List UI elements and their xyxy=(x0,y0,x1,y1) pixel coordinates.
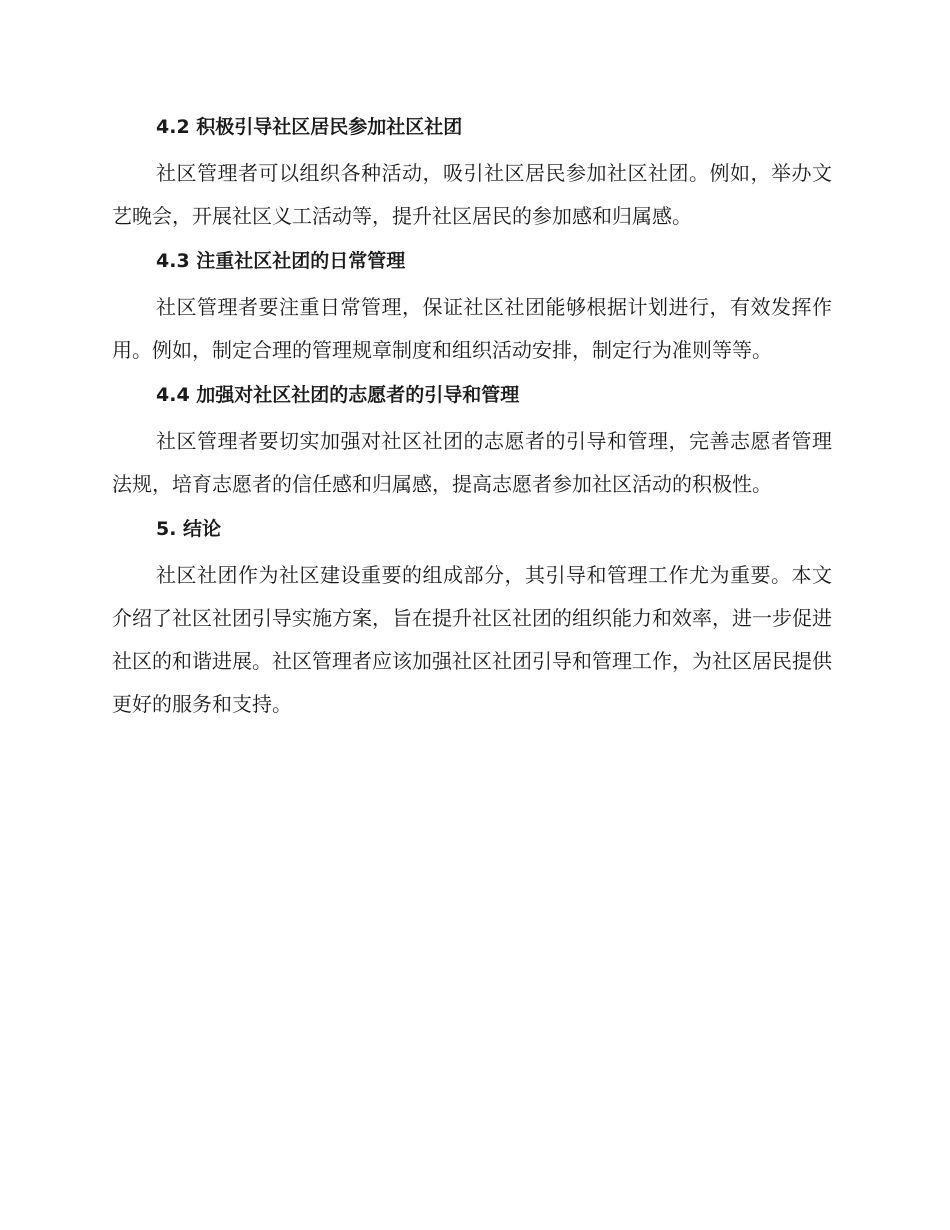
section-4-3 xyxy=(112,242,832,372)
section-paragraph: 社区管理者可以组织各种活动，吸引社区居民参加社区社团。例如，举办文艺晚会，开展社区义工活动等，提升社区居民的参加感和归属感。 xyxy=(112,161,832,228)
section-4-4 xyxy=(112,376,832,506)
document-page xyxy=(112,108,832,730)
section-paragraph: 社区社团作为社区建设重要的组成部分，其引导和管理工作尤为重要。本文介绍了社区社团引导实施方案，旨在提升社区社团的组织能力和效率，进一步促进社区的和谐进展。社区管理者应该加强社区社团引导和管理工作，为社区居民提供更好的服务和支持。 xyxy=(112,563,832,716)
section-heading: 4.3 注重社区社团的日常管理 xyxy=(156,250,406,272)
section-paragraph: 社区管理者要切实加强对社区社团的志愿者的引导和管理，完善志愿者管理法规，培育志愿者的信任感和归属感，提高志愿者参加社区活动的积极性。 xyxy=(112,429,832,496)
section-paragraph: 社区管理者要注重日常管理，保证社区社团能够根据计划进行，有效发挥作用。例如，制定合理的管理规章制度和组织活动安排，制定行为准则等等。 xyxy=(112,295,832,362)
section-4-2 xyxy=(112,108,832,238)
section-5-conclusion xyxy=(112,510,832,726)
section-heading: 4.2 积极引导社区居民参加社区社团 xyxy=(156,116,463,138)
section-heading: 5. 结论 xyxy=(156,518,222,540)
section-heading: 4.4 加强对社区社团的志愿者的引导和管理 xyxy=(156,384,520,406)
